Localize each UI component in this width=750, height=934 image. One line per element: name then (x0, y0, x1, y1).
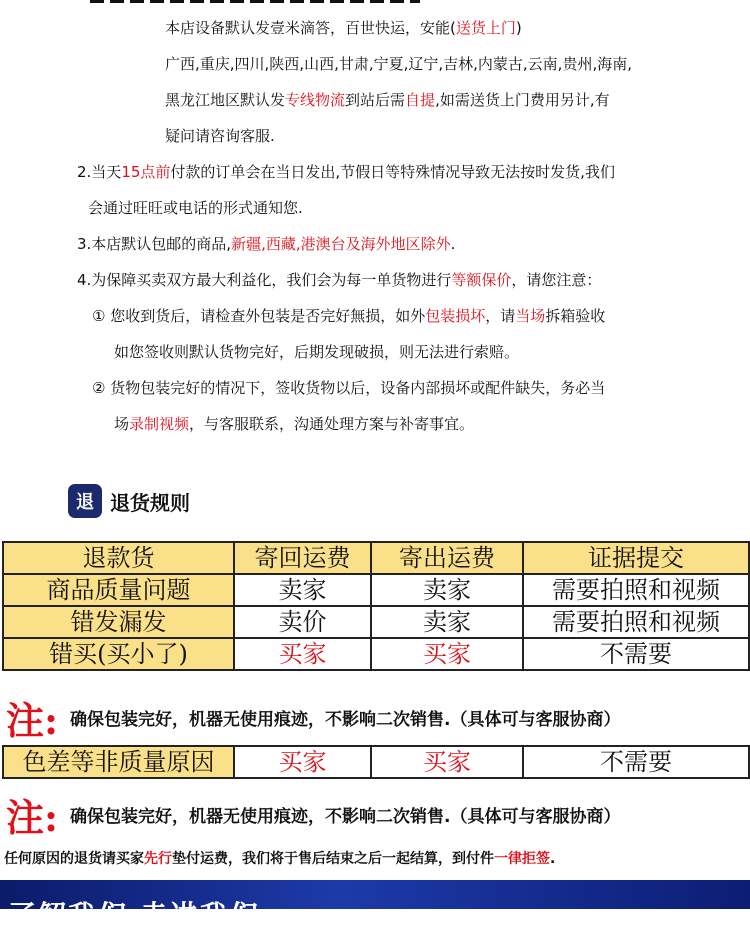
highlight-on-the-spot: 当场 (515, 307, 546, 325)
text: 到站后需 (345, 91, 406, 109)
text: ，请您注意： (511, 271, 602, 289)
shipping-line-1 (165, 18, 522, 38)
table-cell: 不需要 (523, 746, 749, 778)
table-cell: 买家 (371, 638, 523, 670)
row-label-cell: 错买(买小了) (3, 638, 234, 670)
table-row (3, 606, 749, 638)
table-cell: 买家 (371, 746, 523, 778)
shipping-cost-policy (4, 848, 555, 868)
highlight-door-delivery: 送货上门 (455, 19, 516, 37)
shipping-line-3 (165, 90, 610, 110)
table-cell: 需要拍照和视频 (523, 574, 749, 606)
about-us-banner (0, 880, 750, 932)
text: ,如需送货上门费用另计,有 (435, 91, 610, 109)
text: 3.本店默认包邮的商品, (77, 235, 232, 253)
highlight-refuse-cod: 一律拒签 (494, 851, 550, 867)
clipped-top-text (0, 0, 750, 6)
text: ，请 (485, 307, 516, 325)
shipping-line-2: 广西,重庆,四川,陕西,山西,甘肃,宁夏,辽宁,吉林,内蒙古,云南,贵州,海南, (165, 55, 632, 73)
table-cell: 卖家 (234, 574, 371, 606)
text: 拆箱验收 (545, 307, 606, 325)
highlight-insured-value: 等额保价 (451, 271, 512, 289)
highlight-record-video: 录制视频 (129, 415, 190, 433)
table-cell: 卖价 (234, 606, 371, 638)
text: ，与客服联系，沟通处理方案与补寄事宜。 (189, 415, 475, 433)
non-quality-table (2, 745, 750, 779)
text: . (450, 235, 456, 253)
highlight-self-pickup: 自提 (405, 91, 436, 109)
sub-item-2-line-1: ② 货物包装完好的情况下，签收货物以后，设备内部损坏或配件缺失，务必当 (92, 379, 606, 397)
table-cell: 买家 (234, 746, 371, 778)
text: 付款的订单会在当日发出,节假日等特殊情况导致无法按时发货,我们 (170, 163, 615, 181)
row-label-cell: 色差等非质量原因 (3, 746, 234, 778)
sub-item-1-line-2: 如您签收则默认货物完好，后期发现破损，则无法进行索赔。 (114, 343, 520, 361)
highlight-cutoff-time: 15点前 (121, 163, 171, 181)
highlight-prepay: 先行 (144, 851, 172, 867)
note-1 (2, 685, 748, 749)
note-text: 确保包装完好，机器无使用痕迹，不影响二次销售.（具体可与客服协商） (70, 709, 621, 730)
sub-item-1-line-1 (92, 306, 605, 326)
text: 场 (114, 415, 130, 433)
header-cell: 退款货 (3, 542, 234, 574)
header-cell: 证据提交 (523, 542, 749, 574)
note-2 (2, 782, 748, 846)
highlight-dedicated-logistics: 专线物流 (285, 91, 346, 109)
table-cell: 卖家 (371, 606, 523, 638)
item-2-line-1 (77, 162, 615, 182)
row-label-cell: 商品质量问题 (3, 574, 234, 606)
table-header-row (3, 542, 749, 574)
sub-item-2-line-2 (114, 414, 474, 434)
text: 2.当天 (77, 163, 122, 181)
text: . (550, 851, 556, 867)
section-title: 退货规则 (110, 490, 190, 515)
table-cell: 需要拍照和视频 (523, 606, 749, 638)
table-cell: 卖家 (371, 574, 523, 606)
item-3 (77, 234, 455, 254)
table-cell: 买家 (234, 638, 371, 670)
item-4 (77, 270, 601, 290)
table-row (3, 746, 749, 778)
table-row (3, 638, 749, 670)
row-label-cell: 错发漏发 (3, 606, 234, 638)
header-cell: 寄出运费 (371, 542, 523, 574)
table-row (3, 574, 749, 606)
text: 垫付运费，我们将于售后结束之后一起结算，到付件 (172, 851, 494, 867)
note-mark: 注: (6, 794, 59, 840)
return-rules-table (2, 541, 750, 671)
return-badge-icon: 退 (68, 484, 102, 518)
table-cell: 不需要 (523, 638, 749, 670)
return-rules-heading (68, 480, 190, 522)
text: 本店设备默认发壹米滴答，百世快运，安能( (165, 19, 456, 37)
highlight-package-damaged: 包装损坏 (425, 307, 486, 325)
item-2-line-2: 会通过旺旺或电话的形式通知您. (88, 199, 303, 217)
note-text: 确保包装完好，机器无使用痕迹，不影响二次销售.（具体可与客服协商） (70, 806, 621, 827)
text: 任何原因的退货请买家 (4, 851, 144, 867)
banner-title: 了解我们 走进我们 (8, 899, 260, 932)
text: 黑龙江地区默认发 (165, 91, 286, 109)
header-cell: 寄回运费 (234, 542, 371, 574)
shipping-line-4: 疑问请咨询客服. (165, 127, 275, 145)
text: 4.为保障买卖双方最大利益化，我们会为每一单货物进行 (77, 271, 452, 289)
text: ) (515, 19, 522, 37)
text: ① 您收到货后，请检查外包装是否完好無损，如外 (92, 307, 426, 325)
highlight-excluded-regions: 新疆,西藏,港澳台及海外地区除外 (231, 235, 451, 253)
note-mark: 注: (6, 697, 59, 743)
